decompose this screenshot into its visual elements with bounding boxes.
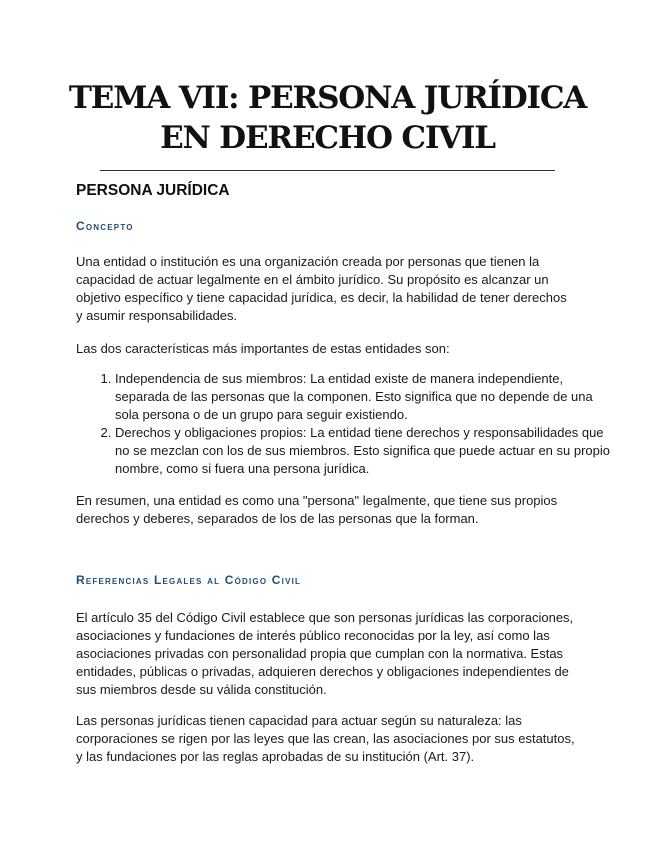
- section-heading: PERSONA JURÍDICA: [76, 182, 230, 199]
- summary-paragraph: En resumen, una entidad es como una "persona" legalmente, que tiene sus propios derechos y deberes, separados de los de las personas que la forman.: [76, 493, 558, 526]
- referencias-paragraph-1: El artículo 35 del Código Civil establece que son personas jurídicas las corporaciones, asociaciones y fundaciones de interés público reconocidas por la ley, así como las asociaciones privadas con personalidad propia que cumplan con la normativa. Estas entidades, públicas o privadas, adquieren derechos y obligaciones independientes de sus miembros desde su válida constitución.: [76, 610, 574, 697]
- concepto-heading: Concepto: [76, 219, 134, 233]
- characteristics-list: [76, 370, 615, 478]
- title-line-2: EN DERECHO CIVIL: [160, 120, 495, 156]
- referencias-heading: Referencias Legales al Código Civil: [76, 573, 302, 587]
- concepto-paragraph-2: Las dos características más importantes de estas entidades son:: [76, 341, 450, 356]
- list-item: 2. Derechos y obligaciones propios: La entidad tiene derechos y responsabilidades que no se mezclan con los de sus miembros. Esto significa que puede actuar en su propio nombre, como si fuera una persona jurídica.: [115, 424, 615, 478]
- title-divider: [100, 170, 555, 171]
- referencias-paragraph-2: Las personas jurídicas tienen capacidad para actuar según su naturaleza: las corporaciones se rigen por las leyes que las crean, las asociaciones por sus estatutos, y las fundaciones por las reglas aprobadas de su institución (Art. 37).: [76, 713, 575, 764]
- document-title: [60, 78, 595, 158]
- concepto-paragraph-1: Una entidad o institución es una organización creada por personas que tienen la capacidad de actuar legalmente en el ámbito jurídico. Su propósito es alcanzar un objetivo específico y tiene capacidad jurídica, es decir, la habilidad de tener derechos y asumir responsabilidades.: [76, 254, 567, 323]
- list-item: 1. Independencia de sus miembros: La entidad existe de manera independiente, separada de las personas que la componen. Esto significa que no depende de una sola persona o de un grupo para seguir existiendo.: [115, 370, 615, 424]
- title-line-1: TEMA VII: PERSONA JURÍDICA: [68, 80, 587, 116]
